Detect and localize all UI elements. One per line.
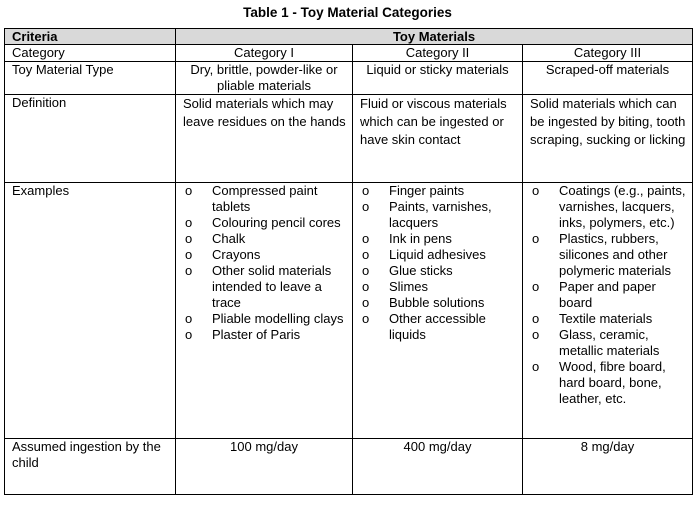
example-item xyxy=(183,247,349,263)
examples-list xyxy=(360,183,519,343)
example-text: Glue sticks xyxy=(389,263,453,278)
bullet-icon: o xyxy=(185,263,193,278)
example-text: Wood, fibre board, hard board, bone, leather, etc. xyxy=(559,359,666,406)
bullet-icon: o xyxy=(362,199,370,214)
example-text: Compressed paint tablets xyxy=(212,183,318,214)
bullet-icon: o xyxy=(185,183,193,198)
table-caption: Table 1 - Toy Material Categories xyxy=(243,5,452,20)
example-item xyxy=(183,183,349,215)
definition-row xyxy=(5,95,693,183)
example-text: Chalk xyxy=(212,231,246,246)
example-item xyxy=(183,263,349,311)
row-label: Toy Material Type xyxy=(5,62,176,95)
examples-list xyxy=(530,183,689,407)
material-type-cell: Dry, brittle, powder-like or pliable materials xyxy=(176,62,353,95)
bullet-icon: o xyxy=(185,231,193,246)
example-item xyxy=(183,327,349,343)
example-item xyxy=(360,279,519,295)
example-item xyxy=(360,311,519,343)
example-text: Other solid materials intended to leave a trace xyxy=(212,263,332,310)
example-item xyxy=(183,215,349,231)
bullet-icon: o xyxy=(532,183,540,198)
example-item xyxy=(530,311,689,327)
bullet-icon: o xyxy=(362,247,370,262)
example-text: Textile materials xyxy=(559,311,653,326)
category-row xyxy=(5,45,693,62)
toy-materials-header: Toy Materials xyxy=(176,29,693,45)
bullet-icon: o xyxy=(185,247,193,262)
example-text: Plastics, rubbers, silicones and other polymeric materials xyxy=(559,231,671,278)
category-cell: Category II xyxy=(353,45,523,62)
bullet-icon: o xyxy=(185,327,193,342)
row-label: Assumed ingestion by the child xyxy=(5,439,176,495)
bullet-icon: o xyxy=(362,263,370,278)
examples-cell xyxy=(353,183,523,439)
example-text: Colouring pencil cores xyxy=(212,215,341,230)
examples-list xyxy=(183,183,349,343)
example-text: Slimes xyxy=(389,279,429,294)
ingestion-cell: 100 mg/day xyxy=(176,439,353,495)
example-item xyxy=(530,183,689,231)
example-text: Ink in pens xyxy=(389,231,452,246)
definition-cell: Fluid or viscous materials which can be ingested or have skin contact xyxy=(353,95,523,183)
bullet-icon: o xyxy=(362,183,370,198)
example-text: Other accessible liquids xyxy=(389,311,486,342)
example-text: Finger paints xyxy=(389,183,465,198)
material-type-cell: Liquid or sticky materials xyxy=(353,62,523,95)
example-item xyxy=(530,231,689,279)
ingestion-cell: 400 mg/day xyxy=(353,439,523,495)
bullet-icon: o xyxy=(532,311,540,326)
example-text: Bubble solutions xyxy=(389,295,485,310)
example-item xyxy=(183,311,349,327)
bullet-icon: o xyxy=(362,231,370,246)
example-item xyxy=(360,295,519,311)
example-text: Plaster of Paris xyxy=(212,327,301,342)
example-item xyxy=(530,327,689,359)
example-text: Crayons xyxy=(212,247,261,262)
bullet-icon: o xyxy=(362,295,370,310)
material-type-cell: Scraped-off materials xyxy=(523,62,693,95)
example-item xyxy=(183,231,349,247)
bullet-icon: o xyxy=(185,215,193,230)
material-type-row xyxy=(5,62,693,95)
bullet-icon: o xyxy=(185,311,193,326)
example-text: Coatings (e.g., paints, varnishes, lacquers, inks, polymers, etc.) xyxy=(559,183,686,230)
bullet-icon: o xyxy=(362,279,370,294)
example-item xyxy=(360,199,519,231)
examples-cell xyxy=(176,183,353,439)
example-text: Glass, ceramic, metallic materials xyxy=(559,327,660,358)
examples-row xyxy=(5,183,693,439)
example-item xyxy=(360,231,519,247)
example-item xyxy=(530,359,689,407)
bullet-icon: o xyxy=(532,359,540,374)
bullet-icon: o xyxy=(532,231,540,246)
category-cell: Category I xyxy=(176,45,353,62)
toy-materials-table xyxy=(4,28,693,495)
row-label: Definition xyxy=(5,95,176,183)
example-text: Pliable modelling clays xyxy=(212,311,344,326)
example-text: Paints, varnishes, lacquers xyxy=(389,199,492,230)
example-text: Paper and paper board xyxy=(559,279,656,310)
example-item xyxy=(530,279,689,311)
header-row xyxy=(5,29,693,45)
ingestion-cell: 8 mg/day xyxy=(523,439,693,495)
ingestion-row xyxy=(5,439,693,495)
examples-cell xyxy=(523,183,693,439)
definition-cell: Solid materials which may leave residues on the hands xyxy=(176,95,353,183)
row-label: Examples xyxy=(5,183,176,439)
bullet-icon: o xyxy=(532,279,540,294)
criteria-header: Criteria xyxy=(5,29,176,45)
example-item xyxy=(360,247,519,263)
category-cell: Category III xyxy=(523,45,693,62)
row-label: Category xyxy=(5,45,176,62)
example-text: Liquid adhesives xyxy=(389,247,486,262)
bullet-icon: o xyxy=(532,327,540,342)
example-item xyxy=(360,263,519,279)
example-item xyxy=(360,183,519,199)
definition-cell: Solid materials which can be ingested by biting, tooth scraping, sucking or licking xyxy=(523,95,693,183)
bullet-icon: o xyxy=(362,311,370,326)
